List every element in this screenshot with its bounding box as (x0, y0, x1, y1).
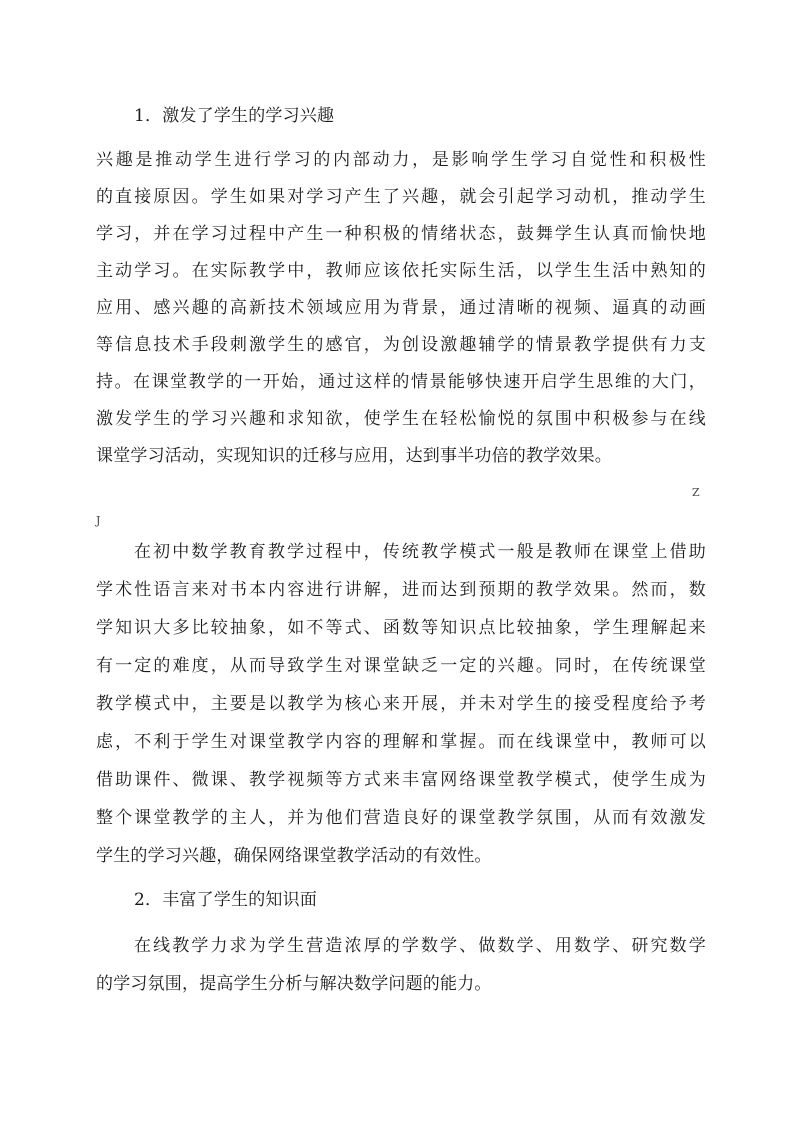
paragraph-line: 持。在课堂教学的一开始，通过这样的情景能够快速开启学生思维的大门， (96, 372, 706, 392)
paragraph-line: 学知识大多比较抽象，如不等式、函数等知识点比较抽象，学生理解起来 (96, 618, 706, 638)
paragraph-line: 的学习氛围，提高学生分析与解决数学问题的能力。 (96, 974, 492, 994)
paragraph-line: 在初中数学教育教学过程中，传统教学模式一般是教师在课堂上借助 (134, 542, 706, 562)
paragraph-line: 在线教学力求为学生营造浓厚的学数学、做数学、用数学、研究数学 (134, 936, 706, 956)
paragraph-line: 教学模式中，主要是以教学为核心来开展，并未对学生的接受程度给予考 (96, 694, 706, 714)
paragraph-line: 学术性语言来对书本内容进行讲解，进而达到预期的教学效果。然而，数 (96, 580, 706, 600)
paragraph-line: 的直接原因。学生如果对学习产生了兴趣，就会引起学习动机，推动学生 (96, 187, 706, 207)
paragraph-line: 课堂学习活动，实现知识的迁移与应用，达到事半功倍的教学效果。 (96, 446, 612, 466)
paragraph-line: 学习，并在学习过程中产生一种积极的情绪状态，鼓舞学生认真而愉快地 (96, 224, 706, 244)
paragraph-line: 激发学生的学习兴趣和求知欲，使学生在轻松愉悦的氛围中积极参与在线 (96, 409, 706, 429)
paragraph-line: 等信息技术手段刺激学生的感官，为创设激趣辅学的情景教学提供有力支 (96, 335, 706, 355)
section-heading-1: 1．激发了学生的学习兴趣 (134, 106, 335, 126)
paragraph-line: 虑，不利于学生对课堂教学内容的理解和掌握。而在线课堂中，教师可以 (96, 732, 706, 752)
paragraph-line: 兴趣是推动学生进行学习的内部动力，是影响学生学习自觉性和积极性 (96, 150, 706, 170)
paragraph-line: 借助课件、微课、教学视频等方式来丰富网络课堂教学模式，使学生成为 (96, 770, 706, 790)
paragraph-line: 有一定的难度，从而导致学生对课堂缺乏一定的兴趣。同时，在传统课堂 (96, 656, 706, 676)
section-heading-2: 2．丰富了学生的知识面 (134, 890, 318, 910)
margin-mark-j: J (96, 514, 101, 527)
paragraph-line: 学生的学习兴趣，确保网络课堂教学活动的有效性。 (96, 846, 492, 866)
paragraph-line: 应用、感兴趣的高新技术领域应用为背景，通过清晰的视频、逼真的动画 (96, 298, 706, 318)
paragraph-line: 主动学习。在实际教学中，教师应该依托实际生活，以学生生活中熟知的 (96, 261, 706, 281)
margin-mark-z: Z (692, 486, 700, 499)
paragraph-line: 整个课堂教学的主人，并为他们营造良好的课堂教学氛围，从而有效激发 (96, 808, 706, 828)
